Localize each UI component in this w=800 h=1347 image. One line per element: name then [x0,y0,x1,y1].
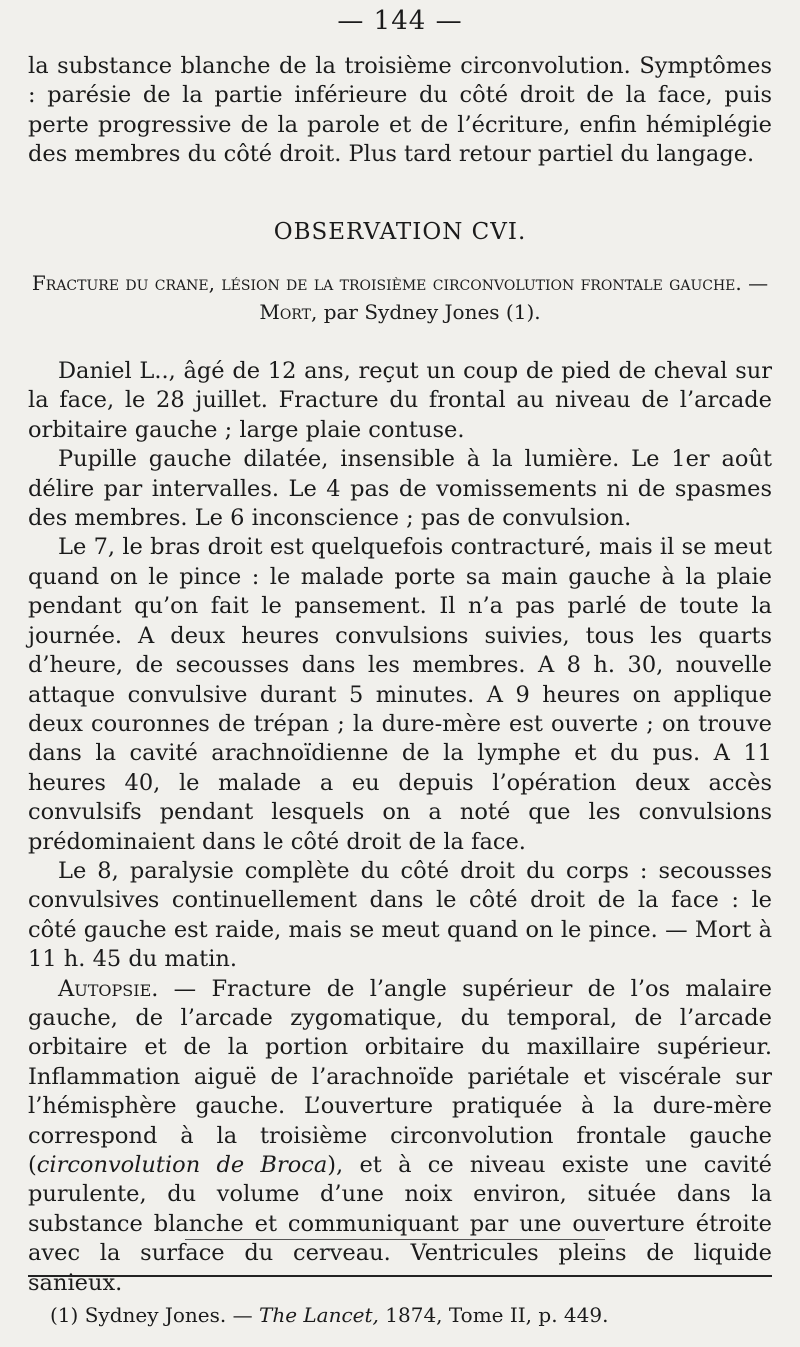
heading-small-caps: Fracture du crane, lésion de la troisième circonvolution frontale gauche. — Mort, [31,271,769,325]
page-body [28,52,772,1298]
footnote-text-2: 1874, Tome II, p. 449. [378,1303,609,1327]
observation-heading [28,269,772,327]
heading-author: par Sydney Jones (1). [317,300,541,325]
autopsy-italic: circonvolution de Broca [36,1152,328,1178]
footnote-rule [28,1275,772,1277]
autopsy-text-1: — Fracture de l’angle supérieur de l’os malaire gauche, de l’arcade zygomatique, du temporal, de l’arcade orbitaire et de la portion orbitaire du maxillaire supérieur. Inflammation aiguë de l’arachnoïde pariétale et viscérale sur l’hémisphère gauche. L’ouverture pratiquée à la dure-mère correspond à la troisième circonvolution frontale gauche ( [28,975,772,1178]
end-rule [185,1239,605,1240]
paragraph-3: Le 7, le bras droit est quelquefois contracturé, mais il se meut quand on le pince : le malade porte sa main gauche à la plaie pendant qu’on fait le pansement. Il n’a pas parlé de toute la journée. A deux heures convulsions suivies, tous les quarts d’heure, de secousses dans les membres. A 8 h. 30, nouvelle attaque convulsive durant 5 minutes. A 9 heures on applique deux couronnes de trépan ; la dure-mère est ouverte ; on trouve dans la cavité arachnoïdienne de la lymphe et du pus. A 11 heures 40, le malade a eu depuis l’opération deux accès convulsifs pendant lesquels on a noté que les convulsions prédominaient dans le côté droit de la face. [28,534,772,855]
paragraph-1: Daniel L.., âgé de 12 ans, reçut un coup de pied de cheval sur la face, le 28 juillet. Fracture du frontal au niveau de l’arcade orbitaire gauche ; large plaie contuse. [28,358,772,443]
continuation-paragraph: la substance blanche de la troisième circonvolution. Symptômes : parésie de la partie inférieure du côté droit de la face, puis perte progressive de la parole et de l’écriture, enfin hémiplégie des membres du côté droit. Plus tard retour partiel du langage. [28,53,772,168]
autopsy-label: Autopsie. [58,975,159,1002]
page-number: — 144 — [337,6,463,36]
paragraph-4: Le 8, paralysie complète du côté droit du corps : secousses convulsives continuellement dans le côté droit de la face : le côté gauche est raide, mais se meut quand on le pince. — Mort à 11 h. 45 du matin. [28,857,772,973]
footnote-text-1: (1) Sydney Jones. — [50,1303,259,1327]
footnote [50,1302,770,1328]
autopsy-paragraph [28,975,772,1298]
footnote-journal: The Lancet, [258,1303,379,1327]
autopsy-text-2: ), et à ce niveau existe une cavité purulente, du volume d’une noix environ, située dans la substance blanche et communiquant par une ouverture étroite avec la surface du cerveau. Ventricules pleins de liquide sanieux. [28,1152,772,1296]
paragraph-2: Pupille gauche dilatée, insensible à la lumière. Le 1er août délire par intervalles. Le 4 pas de vomissements ni de spasmes des membres. Le 6 inconscience ; pas de convulsion. [28,446,772,532]
observation-title: OBSERVATION CVI. [273,218,527,245]
